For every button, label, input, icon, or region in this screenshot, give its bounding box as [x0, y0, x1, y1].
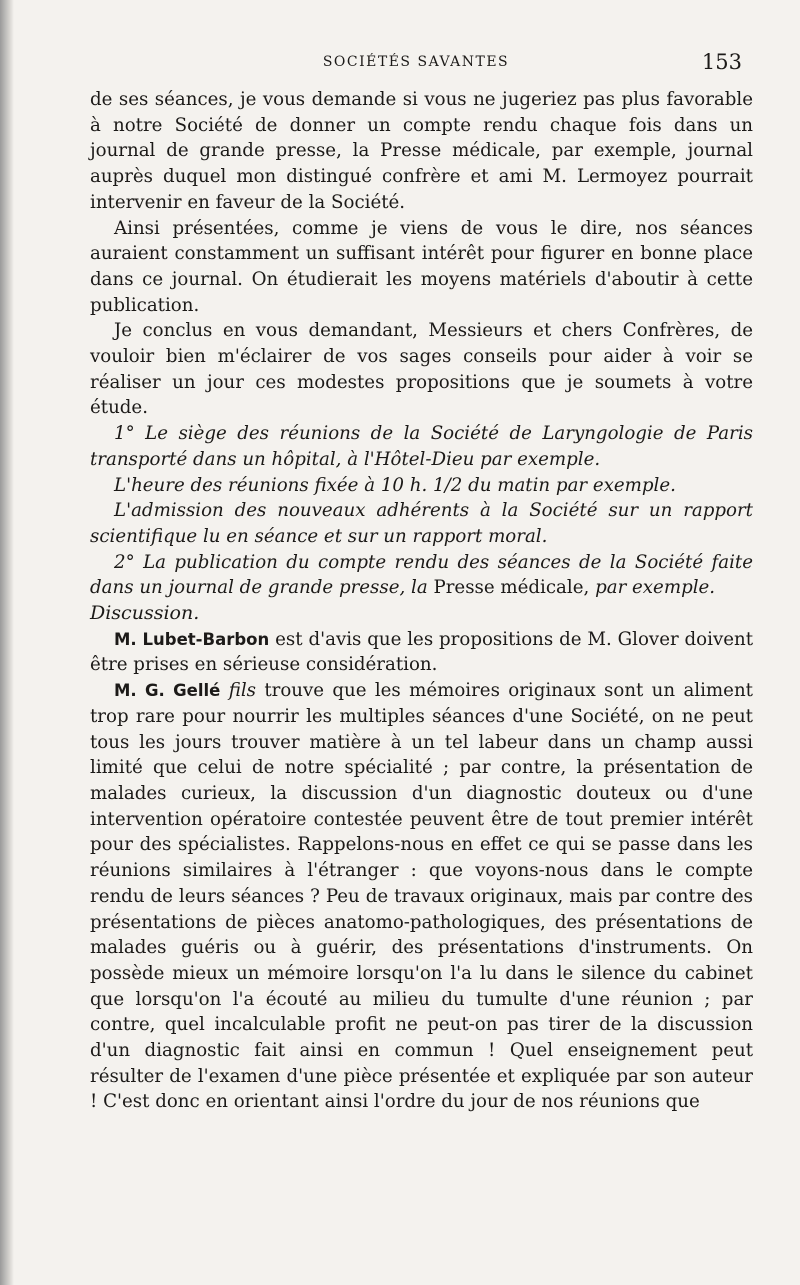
- section-heading: Discussion.: [90, 602, 200, 625]
- proposal-2: [90, 550, 753, 601]
- journal-name: Presse médicale,: [433, 577, 590, 599]
- body-text: [90, 87, 753, 1115]
- proposal-2-text: 2° La publication du compte rendu des séances de la Société faite dans un journal de grande presse, la: [90, 551, 753, 599]
- proposal-hour: L'heure des réunions fixée à 10 h. 1/2 du matin par exemple.: [114, 474, 676, 496]
- page-edge-shadow: [0, 0, 14, 1285]
- paragraph-1: de ses séances, je vous demande si vous ne jugeriez pas plus favorable à notre Société de donner un compte rendu chaque fois dans un journal de grande presse, la Presse médicale, par exemple, journal auprès duquel mon distingué confrère et ami M. Lermoyez pourrait intervenir en faveur de la Société.: [90, 89, 753, 213]
- page-header: [90, 50, 742, 78]
- page-number: 153: [701, 50, 742, 74]
- discussion-lubet-barbon: [90, 627, 753, 678]
- speaker-name: M. Lubet-Barbon: [114, 629, 270, 649]
- running-title: SOCIÉTÉS SAVANTES: [322, 54, 510, 70]
- proposal-admission: L'admission des nouveaux adhérents à la Société sur un rapport scientifique lu en séance et sur un rapport moral.: [90, 500, 753, 547]
- proposal-2-end: par exemple.: [595, 577, 716, 599]
- speaker-text: est d'avis que les propositions de M. Glover doivent être prises en sérieuse considération.: [90, 628, 754, 676]
- paragraph-3: Je conclus en vous demandant, Messieurs et chers Confrères, de vouloir bien m'éclairer de vos sages conseils pour aider à voir se réaliser un jour ces modestes propositions que je soumets à votre étude.: [90, 320, 753, 419]
- proposal-1: 1° Le siège des réunions de la Société de Laryngologie de Paris transporté dans un hôpital, à l'Hôtel-Dieu par exemple.: [90, 423, 753, 470]
- speaker-text: trouve que les mémoires originaux sont un aliment trop rare pour nourrir les multiples séances d'une Société, on ne peut tous les jours trouver matière à un tel labeur dans un champ aussi limité que celui de notre spécialité ; par contre, la présentation de malades curieux, la discussion d'un diagnostic douteux ou d'une intervention opératoire contestée peuvent être de tout premier intérêt pour des spécialistes. Rappelons-nous en effet ce qui se passe dans les réunions similaires à l'étranger : que voyons-nous dans le compte rendu de leurs séances ? Peu de travaux originaux, mais par contre des présentations de pièces anatomo-pathologiques, des présentations de malades guéris ou à guérir, des présentations d'instruments. On possède mieux un mémoire lorsqu'on l'a lu dans le silence du cabinet que lorsqu'on l'a écouté au milieu du tumulte d'une réunion ; par contre, quel incalculable profit ne peut-on pas tirer de la discussion d'un diagnostic fait ainsi en commun ! Quel enseignement peut résulter de l'examen d'une pièce présentée et expliquée par son auteur ! C'est donc en orientant ainsi l'ordre du jour de nos réunions que: [90, 680, 753, 1113]
- discussion-gelle: [90, 678, 753, 1115]
- paragraph-2: Ainsi présentées, comme je viens de vous le dire, nos séances auraient constamment un suffisant intérêt pour figurer en bonne place dans ce journal. On étudierait les moyens matériels d'aboutir à cette publication.: [90, 217, 753, 316]
- speaker-suffix: fils: [228, 680, 256, 702]
- speaker-name: M. G. Gellé: [114, 681, 221, 701]
